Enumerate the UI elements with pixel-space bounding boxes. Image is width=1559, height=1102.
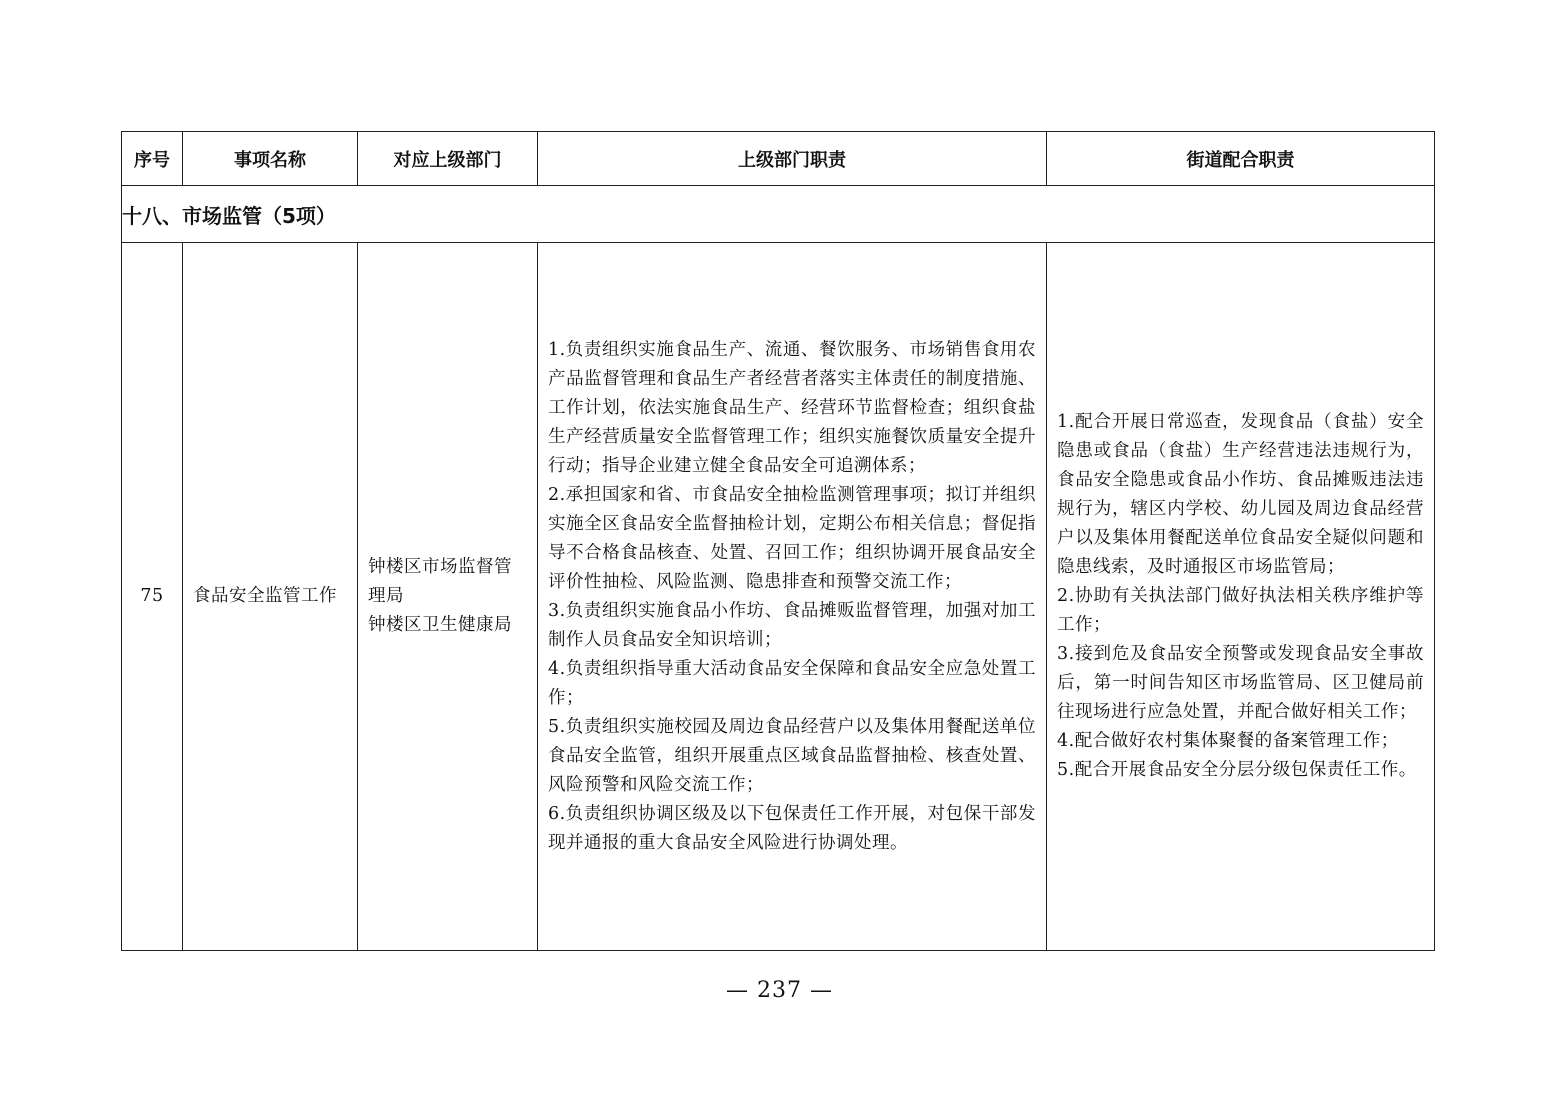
header-superior-duties: 上级部门职责 [538, 132, 1047, 186]
street-duties [1047, 243, 1435, 951]
duty-item: 3.负责组织实施食品小作坊、食品摊贩监督管理，加强对加工制作人员食品安全知识培训； [548, 600, 1036, 650]
coop-item: 5.配合开展食品安全分层分级包保责任工作。 [1057, 760, 1417, 780]
header-no: 序号 [122, 132, 183, 186]
duty-table [121, 131, 1435, 951]
department-name: 钟楼区卫生健康局 [368, 615, 512, 635]
duty-item: 1.负责组织实施食品生产、流通、餐饮服务、市场销售食用农产品监督管理和食品生产者经营者落实主体责任的制度措施、工作计划，依法实施食品生产、经营环节监督检查；组织食盐生产经营质量安全监督管理工作；组织实施餐饮质量安全提升行动；指导企业建立健全食品安全可追溯体系； [548, 339, 1036, 476]
coop-item: 3.接到危及食品安全预警或发现食品安全事故后，第一时间告知区市场监管局、区卫健局前往现场进行应急处置，并配合做好相关工作； [1057, 644, 1424, 722]
section-title: 十八、市场监管（5项） [122, 186, 1435, 243]
coop-item: 2.协助有关执法部门做好执法相关秩序维护等工作； [1057, 586, 1424, 635]
section-row [122, 186, 1435, 243]
department-name: 钟楼区市场监督管理局 [368, 557, 512, 606]
header-item-name: 事项名称 [183, 132, 358, 186]
table-row [122, 243, 1435, 951]
coop-item: 4.配合做好农村集体聚餐的备案管理工作； [1057, 731, 1399, 751]
header-row [122, 132, 1435, 186]
superior-duties [538, 243, 1047, 951]
header-street-duties: 街道配合职责 [1047, 132, 1435, 186]
duty-item: 6.负责组织协调区级及以下包保责任工作开展，对包保干部发现并通报的重大食品安全风险进行协调处理。 [548, 803, 1036, 853]
duty-item: 4.负责组织指导重大活动食品安全保障和食品安全应急处置工作； [548, 658, 1036, 708]
duty-item: 5.负责组织实施校园及周边食品经营户以及集体用餐配送单位食品安全监管，组织开展重点区域食品监督抽检、核查处置、风险预警和风险交流工作； [548, 716, 1036, 795]
header-superior-department: 对应上级部门 [358, 132, 538, 186]
duty-item: 2.承担国家和省、市食品安全抽检监测管理事项；拟订并组织实施全区食品安全监督抽检计划，定期公布相关信息；督促指导不合格食品核查、处置、召回工作；组织协调开展食品安全评价性抽检、风险监测、隐患排查和预警交流工作； [548, 484, 1036, 592]
item-name: 食品安全监管工作 [183, 243, 358, 951]
superior-departments [358, 243, 538, 951]
row-number: 75 [122, 243, 183, 951]
coop-item: 1.配合开展日常巡查，发现食品（食盐）安全隐患或食品（食盐）生产经营违法违规行为，食品安全隐患或食品小作坊、食品摊贩违法违规行为，辖区内学校、幼儿园及周边食品经营户以及集体用餐配送单位食品安全疑似问题和隐患线索，及时通报区市场监管局； [1057, 412, 1424, 577]
page-number: — 237 — [726, 978, 833, 1003]
